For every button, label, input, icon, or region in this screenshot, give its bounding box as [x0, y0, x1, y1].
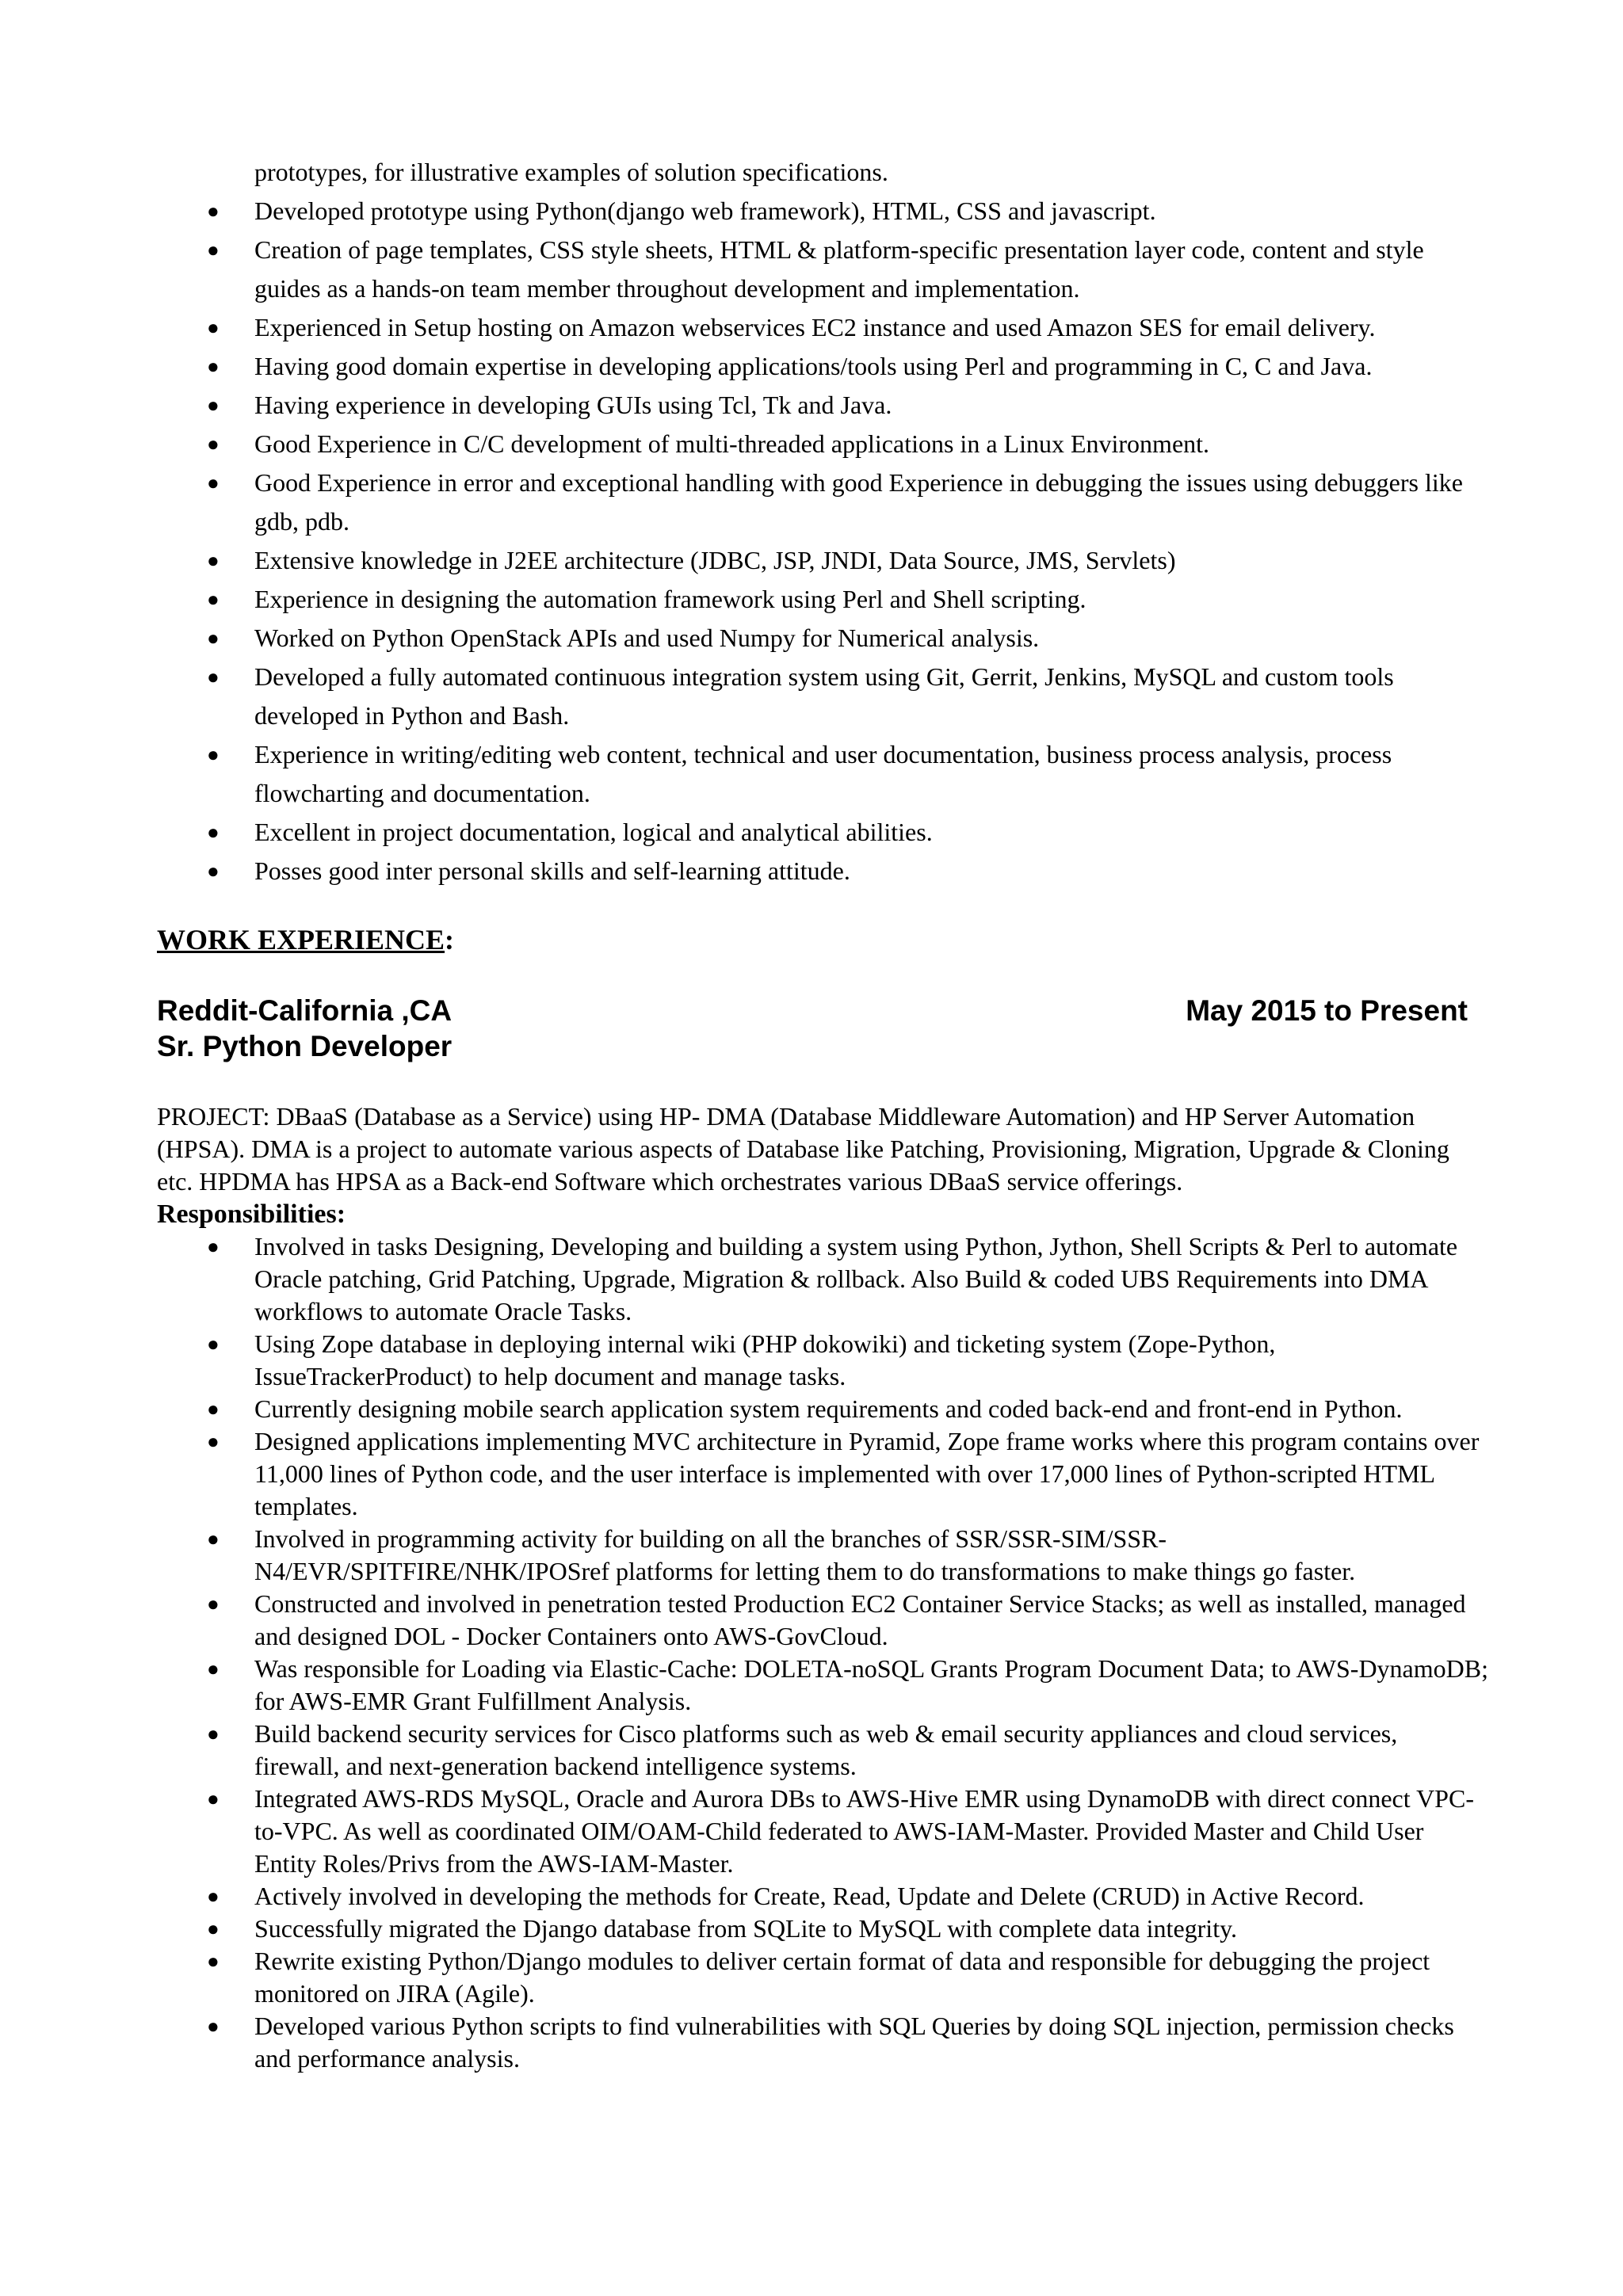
job-dates: May 2015 to Present	[1186, 994, 1468, 1027]
bullet-icon: ●	[207, 433, 220, 456]
project-section	[157, 1100, 1488, 2075]
job-header	[157, 993, 1468, 1064]
bullet-icon: ●	[207, 238, 220, 261]
responsibilities-heading: Responsibilities:	[157, 1199, 346, 1229]
responsibility-text: Integrated AWS-RDS MySQL, Oracle and Aurora DBs to AWS-Hive EMR using DynamoDB with direct connect VPC-to-VPC. As well as coordinated OIM/OAM-Child federated to AWS-IAM-Master. Provided Master and Child User Entity Roles/Privs from the AWS-IAM-Master.	[254, 1784, 1474, 1878]
responsibility-item	[157, 1230, 1488, 1328]
bullet-icon: ●	[207, 1430, 220, 1453]
project-description: PROJECT: DBaaS (Database as a Service) using HP- DMA (Database Middleware Automation) and HP Server Automation (HPSA). DMA is a project to automate various aspects of Database like Patching, Provisioning, Migration, Upgrade & Cloning etc. HPDMA has HPSA as a Back-end Software which orchestrates various DBaaS service offerings.	[157, 1102, 1449, 1196]
responsibility-item	[157, 1393, 1488, 1425]
responsibility-text: Developed various Python scripts to find vulnerabilities with SQL Queries by doing SQL injection, permission checks and performance analysis.	[254, 2012, 1454, 2073]
bullet-icon: ●	[207, 1657, 220, 1680]
bullet-icon: ●	[207, 860, 220, 883]
skills-list-item	[157, 813, 1488, 852]
responsibility-text: Constructed and involved in penetration tested Production EC2 Container Service Stacks; as well as installed, managed and designed DOL - Docker Containers onto AWS-GovCloud.	[254, 1589, 1466, 1650]
responsibility-item	[157, 1653, 1488, 1718]
skills-list-item	[157, 192, 1488, 231]
responsibility-text: Build backend security services for Cisco platforms such as web & email security appliances and cloud services, firewall, and next-generation backend intelligence systems.	[254, 1719, 1398, 1780]
responsibility-text: Was responsible for Loading via Elastic-Cache: DOLETA-noSQL Grants Program Document Data; to AWS-DynamoDB; for AWS-EMR Grant Fulfillment Analysis.	[254, 1654, 1488, 1715]
skills-item-text: Having good domain expertise in developing applications/tools using Perl and programming in C, C and Java.	[254, 352, 1373, 380]
work-experience-heading	[157, 923, 454, 956]
skills-continuation-text: prototypes, for illustrative examples of solution specifications.	[254, 158, 888, 186]
responsibility-text: Actively involved in developing the methods for Create, Read, Update and Delete (CRUD) in Active Record.	[254, 1882, 1365, 1910]
bullet-icon: ●	[207, 1398, 220, 1421]
skills-list-item	[157, 619, 1488, 658]
bullet-icon: ●	[207, 471, 220, 494]
responsibility-item	[157, 1425, 1488, 1523]
bullet-icon: ●	[207, 588, 220, 611]
skills-list-item	[157, 463, 1488, 541]
responsibility-text: Involved in tasks Designing, Developing and building a system using Python, Jython, Shell Scripts & Perl to automate Oracle patching, Grid Patching, Upgrade, Migration & rollback. Also Build & coded UBS Requirements into DMA workflows to automate Oracle Tasks.	[254, 1232, 1458, 1325]
responsibility-item	[157, 1880, 1488, 1913]
skills-list	[157, 192, 1488, 891]
skills-item-text: Good Experience in error and exceptional handling with good Experience in debugging the issues using debuggers like gdb, pdb.	[254, 468, 1463, 536]
skills-item-text: Experience in writing/editing web content, technical and user documentation, business process analysis, process flowcharting and documentation.	[254, 740, 1392, 807]
bullet-icon: ●	[207, 549, 220, 572]
bullet-icon: ●	[207, 355, 220, 378]
job-title: Sr. Python Developer	[157, 1030, 453, 1062]
responsibility-text: Designed applications implementing MVC architecture in Pyramid, Zope frame works where this program contains over 11,000 lines of Python code, and the user interface is implemented with over 17,000 lines of Python-scripted HTML templates.	[254, 1427, 1480, 1520]
responsibility-item	[157, 1783, 1488, 1880]
responsibility-text: Involved in programming activity for building on all the branches of SSR/SSR-SIM/SSR-N4/EVR/SPITFIRE/NHK/IPOSref platforms for letting them to do transformations to make things go faster.	[254, 1524, 1356, 1585]
skills-list-item	[157, 541, 1488, 580]
skills-item-text: Good Experience in C/C development of multi-threaded applications in a Linux Environment.	[254, 429, 1210, 458]
bullet-icon: ●	[207, 1592, 220, 1615]
bullet-icon: ●	[207, 394, 220, 417]
bullet-icon: ●	[207, 1527, 220, 1550]
bullet-icon: ●	[207, 821, 220, 844]
bullet-icon: ●	[207, 743, 220, 766]
bullet-icon: ●	[207, 1917, 220, 1940]
bullet-icon: ●	[207, 1787, 220, 1810]
responsibility-text: Using Zope database in deploying internal wiki (PHP dokowiki) and ticketing system (Zope-Python, IssueTrackerProduct) to help document and manage tasks.	[254, 1329, 1276, 1390]
skills-item-text: Having experience in developing GUIs using Tcl, Tk and Java.	[254, 391, 892, 419]
skills-item-text: Excellent in project documentation, logical and analytical abilities.	[254, 818, 933, 846]
responsibilities-list	[157, 1230, 1488, 2075]
skills-list-item	[157, 231, 1488, 308]
skills-list-item	[157, 658, 1488, 735]
skills-section	[157, 153, 1488, 891]
responsibility-item	[157, 1945, 1488, 2010]
responsibility-item	[157, 1523, 1488, 1588]
responsibility-item	[157, 2010, 1488, 2075]
skills-list-item	[157, 308, 1488, 347]
skills-item-text: Experience in designing the automation framework using Perl and Shell scripting.	[254, 585, 1086, 613]
skills-list-item	[157, 852, 1488, 891]
bullet-icon: ●	[207, 1950, 220, 1973]
skills-item-text: Developed prototype using Python(django web framework), HTML, CSS and javascript.	[254, 196, 1156, 225]
bullet-icon: ●	[207, 1885, 220, 1908]
bullet-icon: ●	[207, 666, 220, 688]
company-name: Reddit-California ,CA	[157, 994, 453, 1027]
skills-list-item	[157, 580, 1488, 619]
bullet-icon: ●	[207, 200, 220, 223]
work-experience-heading-text: WORK EXPERIENCE	[157, 924, 445, 955]
responsibility-text: Rewrite existing Python/Django modules to deliver certain format of data and responsible for debugging the project monitored on JIRA (Agile).	[254, 1947, 1430, 2008]
skills-list-item	[157, 386, 1488, 425]
job-header-row	[157, 993, 1468, 1028]
skills-item-text: Creation of page templates, CSS style sheets, HTML & platform-specific presentation layer code, content and style guides as a hands-on team member throughout development and implementation.	[254, 235, 1424, 303]
responsibility-item	[157, 1913, 1488, 1945]
bullet-icon: ●	[207, 316, 220, 339]
responsibility-item	[157, 1588, 1488, 1653]
bullet-icon: ●	[207, 2015, 220, 2038]
skills-item-text: Worked on Python OpenStack APIs and used Numpy for Numerical analysis.	[254, 624, 1040, 652]
responsibility-item	[157, 1718, 1488, 1783]
work-experience-heading-suffix: :	[445, 924, 455, 955]
bullet-icon: ●	[207, 1722, 220, 1745]
skills-list-item	[157, 347, 1488, 386]
skills-item-text: Extensive knowledge in J2EE architecture (JDBC, JSP, JNDI, Data Source, JMS, Servlets)	[254, 546, 1176, 574]
bullet-icon: ●	[207, 1333, 220, 1356]
bullet-icon: ●	[207, 1235, 220, 1258]
skills-item-text: Posses good inter personal skills and self-learning attitude.	[254, 856, 850, 885]
bullet-icon: ●	[207, 627, 220, 650]
skills-list-item	[157, 735, 1488, 813]
skills-item-text: Experienced in Setup hosting on Amazon webservices EC2 instance and used Amazon SES for email delivery.	[254, 313, 1376, 341]
responsibility-text: Currently designing mobile search application system requirements and coded back-end and front-end in Python.	[254, 1394, 1403, 1423]
responsibility-item	[157, 1328, 1488, 1393]
responsibility-text: Successfully migrated the Django database from SQLite to MySQL with complete data integrity.	[254, 1914, 1237, 1943]
skills-item-text: Developed a fully automated continuous integration system using Git, Gerrit, Jenkins, MySQL and custom tools developed in Python and Bash.	[254, 662, 1394, 730]
skills-list-item	[157, 425, 1488, 463]
